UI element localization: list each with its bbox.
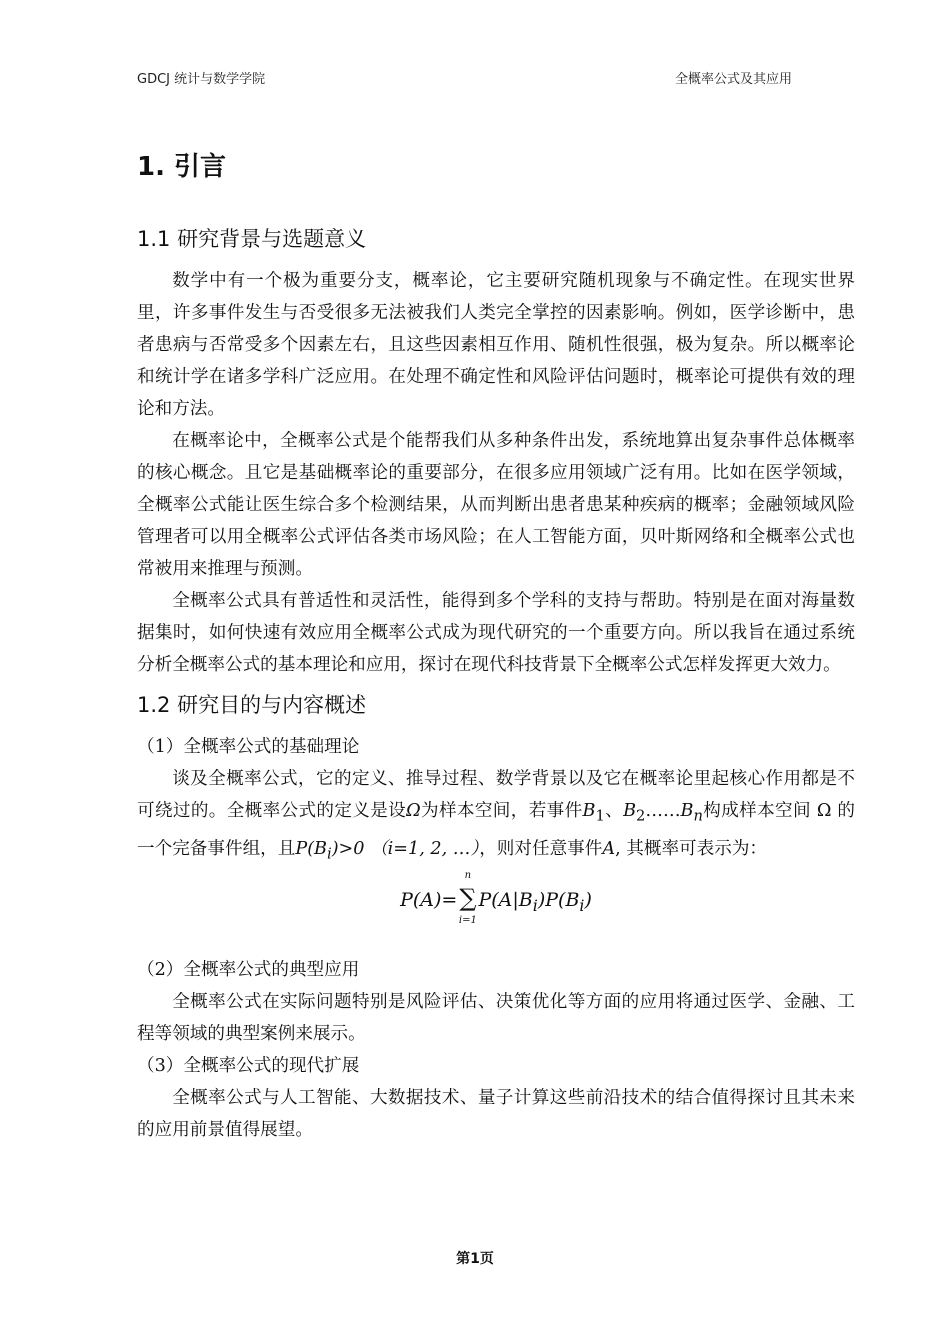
- omega-symbol: Ω: [406, 801, 421, 821]
- summation-symbol: [458, 870, 477, 927]
- paragraph: 全概率公式具有普适性和灵活性，能得到多个学科的支持与帮助。特别是在面对海量数据集时，如何快速有效应用全概率公式成为现代研究的一个重要方向。所以我旨在通过系统分析全概率公式的基本理论和应用，探讨在现代科技背景下全概率公式怎样发挥更大效力。: [137, 591, 855, 675]
- text: 谈及全概率公式，它的定义、推导过程、数学背景以及它在概率论里起核心作用都是不可绕过的。全概率公式的定义是设: [137, 769, 855, 821]
- header-left: GDCJ 统计与数学学院: [137, 72, 266, 87]
- total-probability-formula: [137, 870, 855, 936]
- text: 为样本空间，若事件: [420, 801, 583, 821]
- math: 1: [595, 807, 605, 825]
- math: 2: [636, 807, 646, 825]
- math: n: [693, 807, 703, 825]
- math: P(B: [295, 838, 327, 859]
- paragraph-definition: [137, 763, 855, 870]
- text: 构成样本空间 Ω 的一个完备事件组，且: [137, 801, 855, 859]
- page-content: [137, 140, 855, 1146]
- section-title-1-2: 1.2 研究目的与内容概述: [137, 693, 367, 717]
- section-title-1-1: 1.1 研究背景与选题意义: [137, 227, 367, 251]
- math: B: [623, 801, 637, 821]
- sigma: ∑: [459, 884, 477, 913]
- paragraph: 在概率论中，全概率公式是个能帮我们从多种条件出发，系统地算出复杂事件总体概率的核心概念。且它是基础概率论的重要部分，在很多应用领域广泛有用。比如在医学领域，全概率公式能让医生综合多个检测结果，从而判断出患者患某种疾病的概率；金融领域风险管理者可以用全概率公式评估各类市场风险；在人工智能方面，贝叶斯网络和全概率公式也常被用来推理与预测。: [137, 431, 855, 579]
- text: ，则对任意事件: [479, 838, 603, 859]
- paragraph: 全概率公式在实际问题特别是风险评估、决策优化等方面的应用将通过医学、金融、工程等领域的典型案例来展示。: [137, 992, 855, 1045]
- math: A: [602, 838, 616, 859]
- paragraph: 数学中有一个极为重要分支，概率论，它主要研究随机现象与不确定性。在现实世界里，许多事件发生与否受很多无法被我们人类完全掌控的因素影响。例如，医学诊断中，患者患病与否常受多个因素左右，且这些因素相互作用、随机性很强，极为复杂。所以概率论和统计学在诸多学科广泛应用。在处理不确定性和风险评估问题时，概率论可提供有效的理论和方法。: [137, 271, 855, 419]
- paragraph: 全概率公式与人工智能、大数据技术、量子计算这些前沿技术的结合值得探讨且其未来的应用前景值得展望。: [137, 1088, 855, 1141]
- page-number: 第1页: [456, 1251, 494, 1267]
- formula-rhs: )P(B: [537, 889, 580, 912]
- item-title-1: （1）全概率公式的基础理论: [137, 737, 360, 757]
- sum-upper: n: [464, 870, 472, 882]
- item-title-3: （3）全概率公式的现代扩展: [137, 1056, 360, 1077]
- chapter-title: 1. 引言: [137, 152, 227, 182]
- math: i: [532, 895, 538, 915]
- formula-rhs: P(A|B: [478, 889, 533, 912]
- text: 、: [604, 801, 624, 821]
- sum-lower: i=1: [458, 915, 477, 927]
- math: )>0 （i=1, 2, …）: [331, 838, 480, 859]
- math: B: [582, 801, 596, 821]
- math: B: [680, 801, 694, 821]
- text: , 其概率可表示为：: [615, 838, 768, 859]
- item-title-2: （2）全概率公式的典型应用: [137, 960, 360, 981]
- formula-lhs: P(A)=: [400, 889, 458, 912]
- math: i: [579, 895, 585, 915]
- formula-rhs: ): [584, 889, 592, 912]
- header-right: 全概率公式及其应用: [674, 72, 792, 87]
- math: i: [327, 845, 332, 863]
- text: ……: [645, 801, 681, 821]
